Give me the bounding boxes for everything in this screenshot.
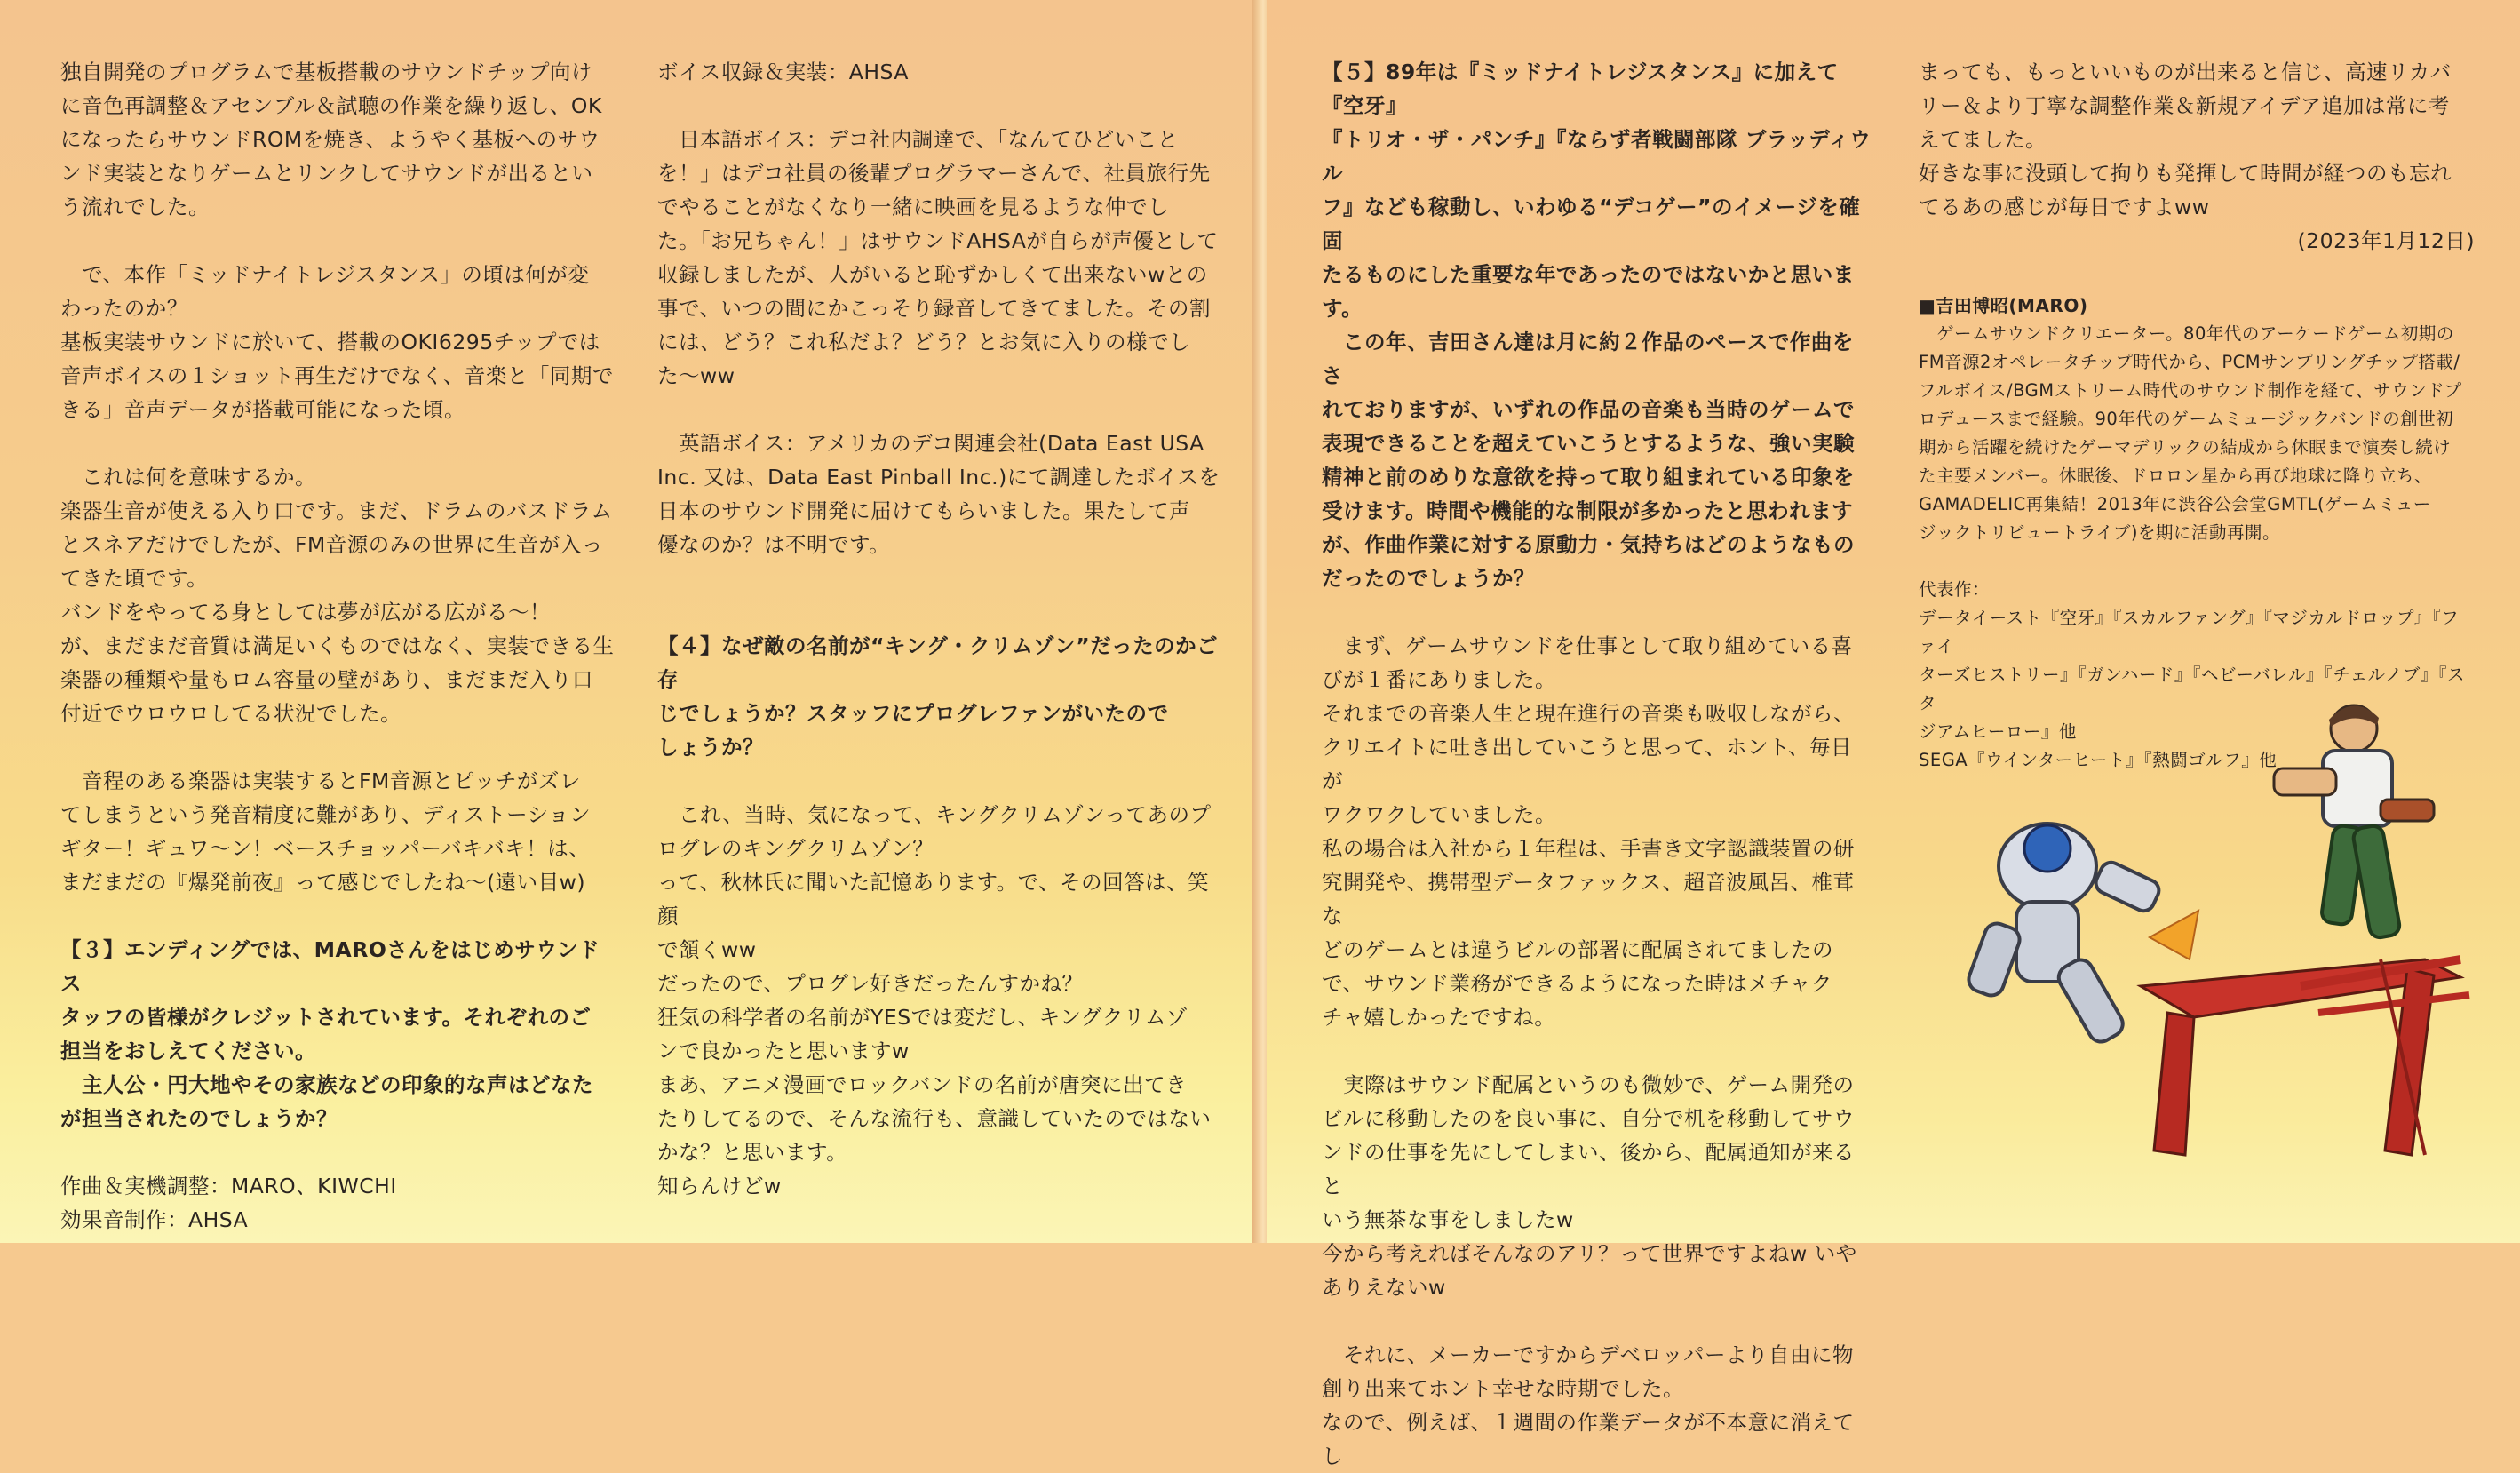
text-line: 今から考えればそんなのアリ？って世界ですよねw いや xyxy=(1322,1241,1857,1266)
text-line: 究開発や、携帯型データファックス、超音波風呂、椎茸な xyxy=(1322,870,1855,928)
text-line xyxy=(60,426,616,460)
text-line: でやることがなくなり一緒に映画を見るような仲でし xyxy=(657,195,1169,219)
question-line: 『トリオ・ザ・パンチ』『ならず者戦闘部隊 ブラッディウル xyxy=(1322,127,1872,186)
question-line: 担当をおしえてください。 xyxy=(60,1039,316,1063)
text-line: 日本のサウンド開発に届けてもらいました。果たして声 xyxy=(657,498,1190,523)
text-line: たりしてるので、そんな流行も、意識していたのではない xyxy=(657,1106,1212,1131)
text-line: 創り出来てホント幸せな時期でした。 xyxy=(1322,1376,1684,1401)
text-line xyxy=(60,899,616,933)
text-line: 楽器生音が使える入り口です。まだ、ドラムのバスドラム xyxy=(60,498,613,523)
col1-body xyxy=(60,55,616,933)
text-line: これ、当時、気になって、キングクリムゾンってあのプ xyxy=(657,802,1212,827)
text-line: リー＆より丁寧な調整作業＆新規アイデア追加は常に考 xyxy=(1919,93,2450,118)
question-line: 受けます。時間や機能的な制限が多かったと思われます xyxy=(1322,498,1854,523)
profile-line: ロデュースまで経験。90年代のゲームミュージックバンドの創世初 xyxy=(1919,409,2454,429)
question-3 xyxy=(60,933,616,1135)
text-line: それまでの音楽人生と現在進行の音楽も吸収しながら、 xyxy=(1322,701,1855,726)
text-line: かな？と思います。 xyxy=(657,1140,848,1165)
text-line: が、まだまだ音質は満足いくものではなく、実装できる生 xyxy=(60,633,615,658)
text-line xyxy=(60,1135,616,1169)
question-line: この年、吉田さん達は月に約２作品のペースで作曲をさ xyxy=(1322,330,1854,388)
text-line: 好きな事に没頭して拘りも発揮して時間が経つのも忘れ xyxy=(1919,161,2452,186)
text-line: びが１番にありました。 xyxy=(1322,667,1556,692)
text-line: って、秋林氏に聞いた記憶あります。で、その回答は、笑顔 xyxy=(657,870,1210,928)
text-line xyxy=(60,730,616,764)
question-line: フ』なども稼動し、いわゆる“デコゲー”のイメージを確固 xyxy=(1322,195,1861,253)
question-line: が、作曲作業に対する原動力・気持ちはどのようなもの xyxy=(1322,532,1855,557)
text-line: ンで良かったと思いますw xyxy=(657,1039,910,1063)
text-line xyxy=(1322,1304,1872,1338)
text-line: チャ嬉しかったですね。 xyxy=(1322,1005,1556,1030)
text-line: 付近でウロウロしてる状況でした。 xyxy=(60,701,401,726)
text-line: 独自開発のプログラムで基板搭載のサウンドチップ向け xyxy=(60,60,593,84)
text-line: 楽器の種類や量もロム容量の壁があり、まだまだ入り口 xyxy=(60,667,593,692)
text-line: で頷くww xyxy=(657,937,757,962)
col2-body xyxy=(657,55,1222,629)
text-line: 英語ボイス：アメリカのデコ関連会社(Data East USA xyxy=(657,431,1204,456)
text-line: ログレのキングクリムゾン？ xyxy=(657,836,934,861)
interview-date: (2023年1月12日) xyxy=(2297,228,2475,253)
text-line xyxy=(60,224,616,258)
text-line: これは何を意味するか。 xyxy=(60,465,316,490)
question-line: す。 xyxy=(1322,296,1363,321)
question-line: だったのでしょうか？ xyxy=(1322,566,1535,591)
text-line: 基板実装サウンドに於いて、搭載のOKI6295チップでは xyxy=(60,330,600,354)
text-line: 収録しましたが、人がいると恥ずかしくて出来ないwとの xyxy=(657,262,1208,287)
text-line: 音声ボイスの１ショット再生だけでなく、音楽と「同期で xyxy=(60,363,614,388)
text-line: まだまだの『爆発前夜』って感じでしたね～(遠い目w) xyxy=(60,870,586,895)
column-1 xyxy=(60,55,616,1237)
text-line: だったので、プログレ好きだったんすかね？ xyxy=(657,971,1084,996)
text-line: ンドの仕事を先にしてしまい、後から、配属通知が来ると xyxy=(1322,1140,1855,1198)
question-line: 精神と前のめりな意欲を持って取り組まれている印象を xyxy=(1322,465,1855,490)
text-line: ありえないw xyxy=(1322,1275,1446,1300)
text-line: 音程のある楽器は実装するとFM音源とピッチがズレ xyxy=(60,768,581,793)
text-line: とスネアだけでしたが、FM音源のみの世界に生音が入っ xyxy=(60,532,603,557)
credit-line: 効果音制作：AHSA xyxy=(60,1207,249,1232)
profile-line: FM音源2オペレータチップ時代から、PCMサンプリングチップ搭載/ xyxy=(1919,352,2460,372)
text-line: ワクワクしていました。 xyxy=(1322,802,1556,827)
text-line xyxy=(657,764,1222,798)
text-line: になったらサウンドROMを焼き、ようやく基板へのサウ xyxy=(60,127,600,152)
text-line xyxy=(1322,595,1872,629)
question-line: 【３】エンディングでは、MAROさんをはじめサウンドス xyxy=(60,937,600,996)
credit-line: ボイス収録＆実装：AHSA xyxy=(657,60,909,84)
text-line: きる」音声データが搭載可能になった頃。 xyxy=(60,397,465,422)
text-line: ギター！ギュワ～ン！ベースチョッパーバキバキ！は、 xyxy=(60,836,591,861)
text-line: えてました。 xyxy=(1919,127,2047,152)
text-line xyxy=(657,595,1222,629)
answer-5-continued xyxy=(1919,55,2475,224)
question-line: しょうか？ xyxy=(657,735,764,760)
column-3 xyxy=(1322,55,1872,1473)
soldier-figure xyxy=(2274,705,2434,939)
profile-line: 期から活躍を続けたゲーマデリックの結成から休眠まで演奏し続け xyxy=(1919,437,2452,458)
text-line: てしまうという発音精度に難があり、ディストーション xyxy=(60,802,592,827)
text-line: どのゲームとは違うビルの部署に配属されてましたの xyxy=(1322,937,1833,962)
text-line: わったのか？ xyxy=(60,296,188,321)
question-line: が担当されたのでしょうか？ xyxy=(60,1106,338,1131)
text-line: で、サウンド業務ができるようになった時はメチャク xyxy=(1322,971,1832,996)
text-line: た～ww xyxy=(657,363,735,388)
text-line: それに、メーカーですからデベロッパーより自由に物 xyxy=(1322,1342,1855,1367)
text-line: まっても、もっといいものが出来ると信じ、高速リカバ xyxy=(1919,60,2452,84)
robot-figure xyxy=(1966,824,2198,1047)
profile-line: フルボイス/BGMストリーム時代のサウンド制作を経て、サウンドプ xyxy=(1919,380,2462,401)
profile-line: ゲームサウンドクリエーター。80年代のアーケードゲーム初期の xyxy=(1919,323,2454,344)
text-line: Inc. 又は、Data East Pinball Inc.)にて調達したボイスを xyxy=(657,465,1220,490)
answer-5 xyxy=(1322,595,1872,1473)
text-line: た。「お兄ちゃん！」はサウンドAHSAが自らが声優として xyxy=(657,228,1219,253)
text-line: いう無茶な事をしましたw xyxy=(1322,1207,1574,1232)
question-line: たるものにした重要な年であったのではないかと思いま xyxy=(1322,262,1855,287)
text-line: まず、ゲームサウンドを仕事として取り組めている喜 xyxy=(1322,633,1853,658)
credits xyxy=(60,1135,616,1237)
text-line: バンドをやってる身としては夢が広がる広がる～！ xyxy=(60,600,551,625)
question-5 xyxy=(1322,55,1872,595)
text-line: なので、例えば、１週間の作業データが不本意に消えてし xyxy=(1322,1410,1855,1469)
profile-line: ジックトリビュートライブ)を期に活動再開。 xyxy=(1919,522,2280,543)
text-line: を！」はデコ社員の後輩プログラマーさんで、社員旅行先 xyxy=(657,161,1211,186)
question-4 xyxy=(657,629,1222,764)
column-2 xyxy=(657,55,1222,1203)
text-line: 実際はサウンド配属というのも微妙で、ゲーム開発の xyxy=(1322,1072,1855,1097)
text-line xyxy=(657,561,1222,595)
answer-4 xyxy=(657,764,1222,1203)
question-line: 表現できることを超えていこうとするような、強い実験 xyxy=(1322,431,1855,456)
text-line xyxy=(657,393,1222,426)
text-line: 事で、いつの間にかこっそり録音してきてました。その割 xyxy=(657,296,1212,321)
works-line: ジアムヒーロー』他 xyxy=(1919,721,2077,742)
text-line: 優なのか？は不明です。 xyxy=(657,532,891,557)
text-line: ンド実装となりゲームとリンクしてサウンドが出るとい xyxy=(60,161,593,186)
text-line: クリエイトに吐き出していこうと思って、ホント、毎日が xyxy=(1322,735,1852,793)
column-4 xyxy=(1919,55,2475,775)
text-line: ビルに移動したのを良い事に、自分で机を移動してサウ xyxy=(1322,1106,1855,1131)
text-line: 日本語ボイス：デコ社内調達で、「なんてひどいこと xyxy=(657,127,1179,152)
spacer xyxy=(1919,547,2475,576)
text-line: で、本作「ミッドナイトレジスタンス」の頃は何が変 xyxy=(60,262,590,287)
question-line: 【４】なぜ敵の名前が“キング・クリムゾン”だったのかご存 xyxy=(657,633,1219,692)
works-line: ターズヒストリー』『ガンハード』『ヘビーバレル』『チェルノブ』『スタ xyxy=(1919,665,2466,713)
question-line: 主人公・円大地やその家族などの印象的な声はどなた xyxy=(60,1072,593,1097)
spacer xyxy=(1919,258,2475,291)
credit-line: 作曲＆実機調整：MARO、KIWCHI xyxy=(60,1174,397,1198)
text-line: う流れでした。 xyxy=(60,195,210,219)
text-line: 知らんけどw xyxy=(657,1174,782,1198)
text-line: てきた頃です。 xyxy=(60,566,209,591)
text-line xyxy=(657,89,1222,123)
red-stand xyxy=(2141,959,2469,1155)
text-line: まあ、アニメ漫画でロックバンドの名前が唐突に出てき xyxy=(657,1072,1188,1097)
question-line: 【５】89年は『ミッドナイトレジスタンス』に加えて『空牙』 xyxy=(1322,60,1839,118)
question-line: タッフの皆様がクレジットされています。それぞれのご xyxy=(60,1005,592,1030)
works-title: 代表作： xyxy=(1919,579,1991,600)
left-page xyxy=(0,0,1260,1243)
profile-line: GAMADELIC再集結！2013年に渋谷公会堂GMTL(ゲームミュー xyxy=(1919,494,2431,514)
works-line: SEGA『ウインターヒート』『熱闘ゴルフ』他 xyxy=(1919,750,2278,770)
text-line xyxy=(1322,1034,1872,1068)
character-illustration xyxy=(1963,693,2487,1190)
question-line: れておりますが、いずれの作品の音楽も当時のゲームで xyxy=(1322,397,1855,422)
text-line: てるあの感じが毎日ですよww xyxy=(1919,195,2210,219)
text-line: 狂気の科学者の名前がYESでは変だし、キングクリムゾ xyxy=(657,1005,1188,1030)
text-line: には、どう？これ私だよ？どう？とお気に入りの様でし xyxy=(657,330,1190,354)
text-line: に音色再調整＆アセンブル＆試聴の作業を繰り返し、OK xyxy=(60,93,602,118)
question-line: じでしょうか？スタッフにプログレファンがいたので xyxy=(657,701,1169,726)
profile-title: ■吉田博昭(MARO) xyxy=(1919,295,2088,316)
text-line: 私の場合は入社から１年程は、手書き文字認識装置の研 xyxy=(1322,836,1855,861)
profile-line: た主要メンバー。休眠後、ドロロン星から再び地球に降り立ち、 xyxy=(1919,466,2432,486)
works-line: データイースト『空牙』『スカルファング』『マジカルドロップ』『ファイ xyxy=(1919,608,2460,657)
